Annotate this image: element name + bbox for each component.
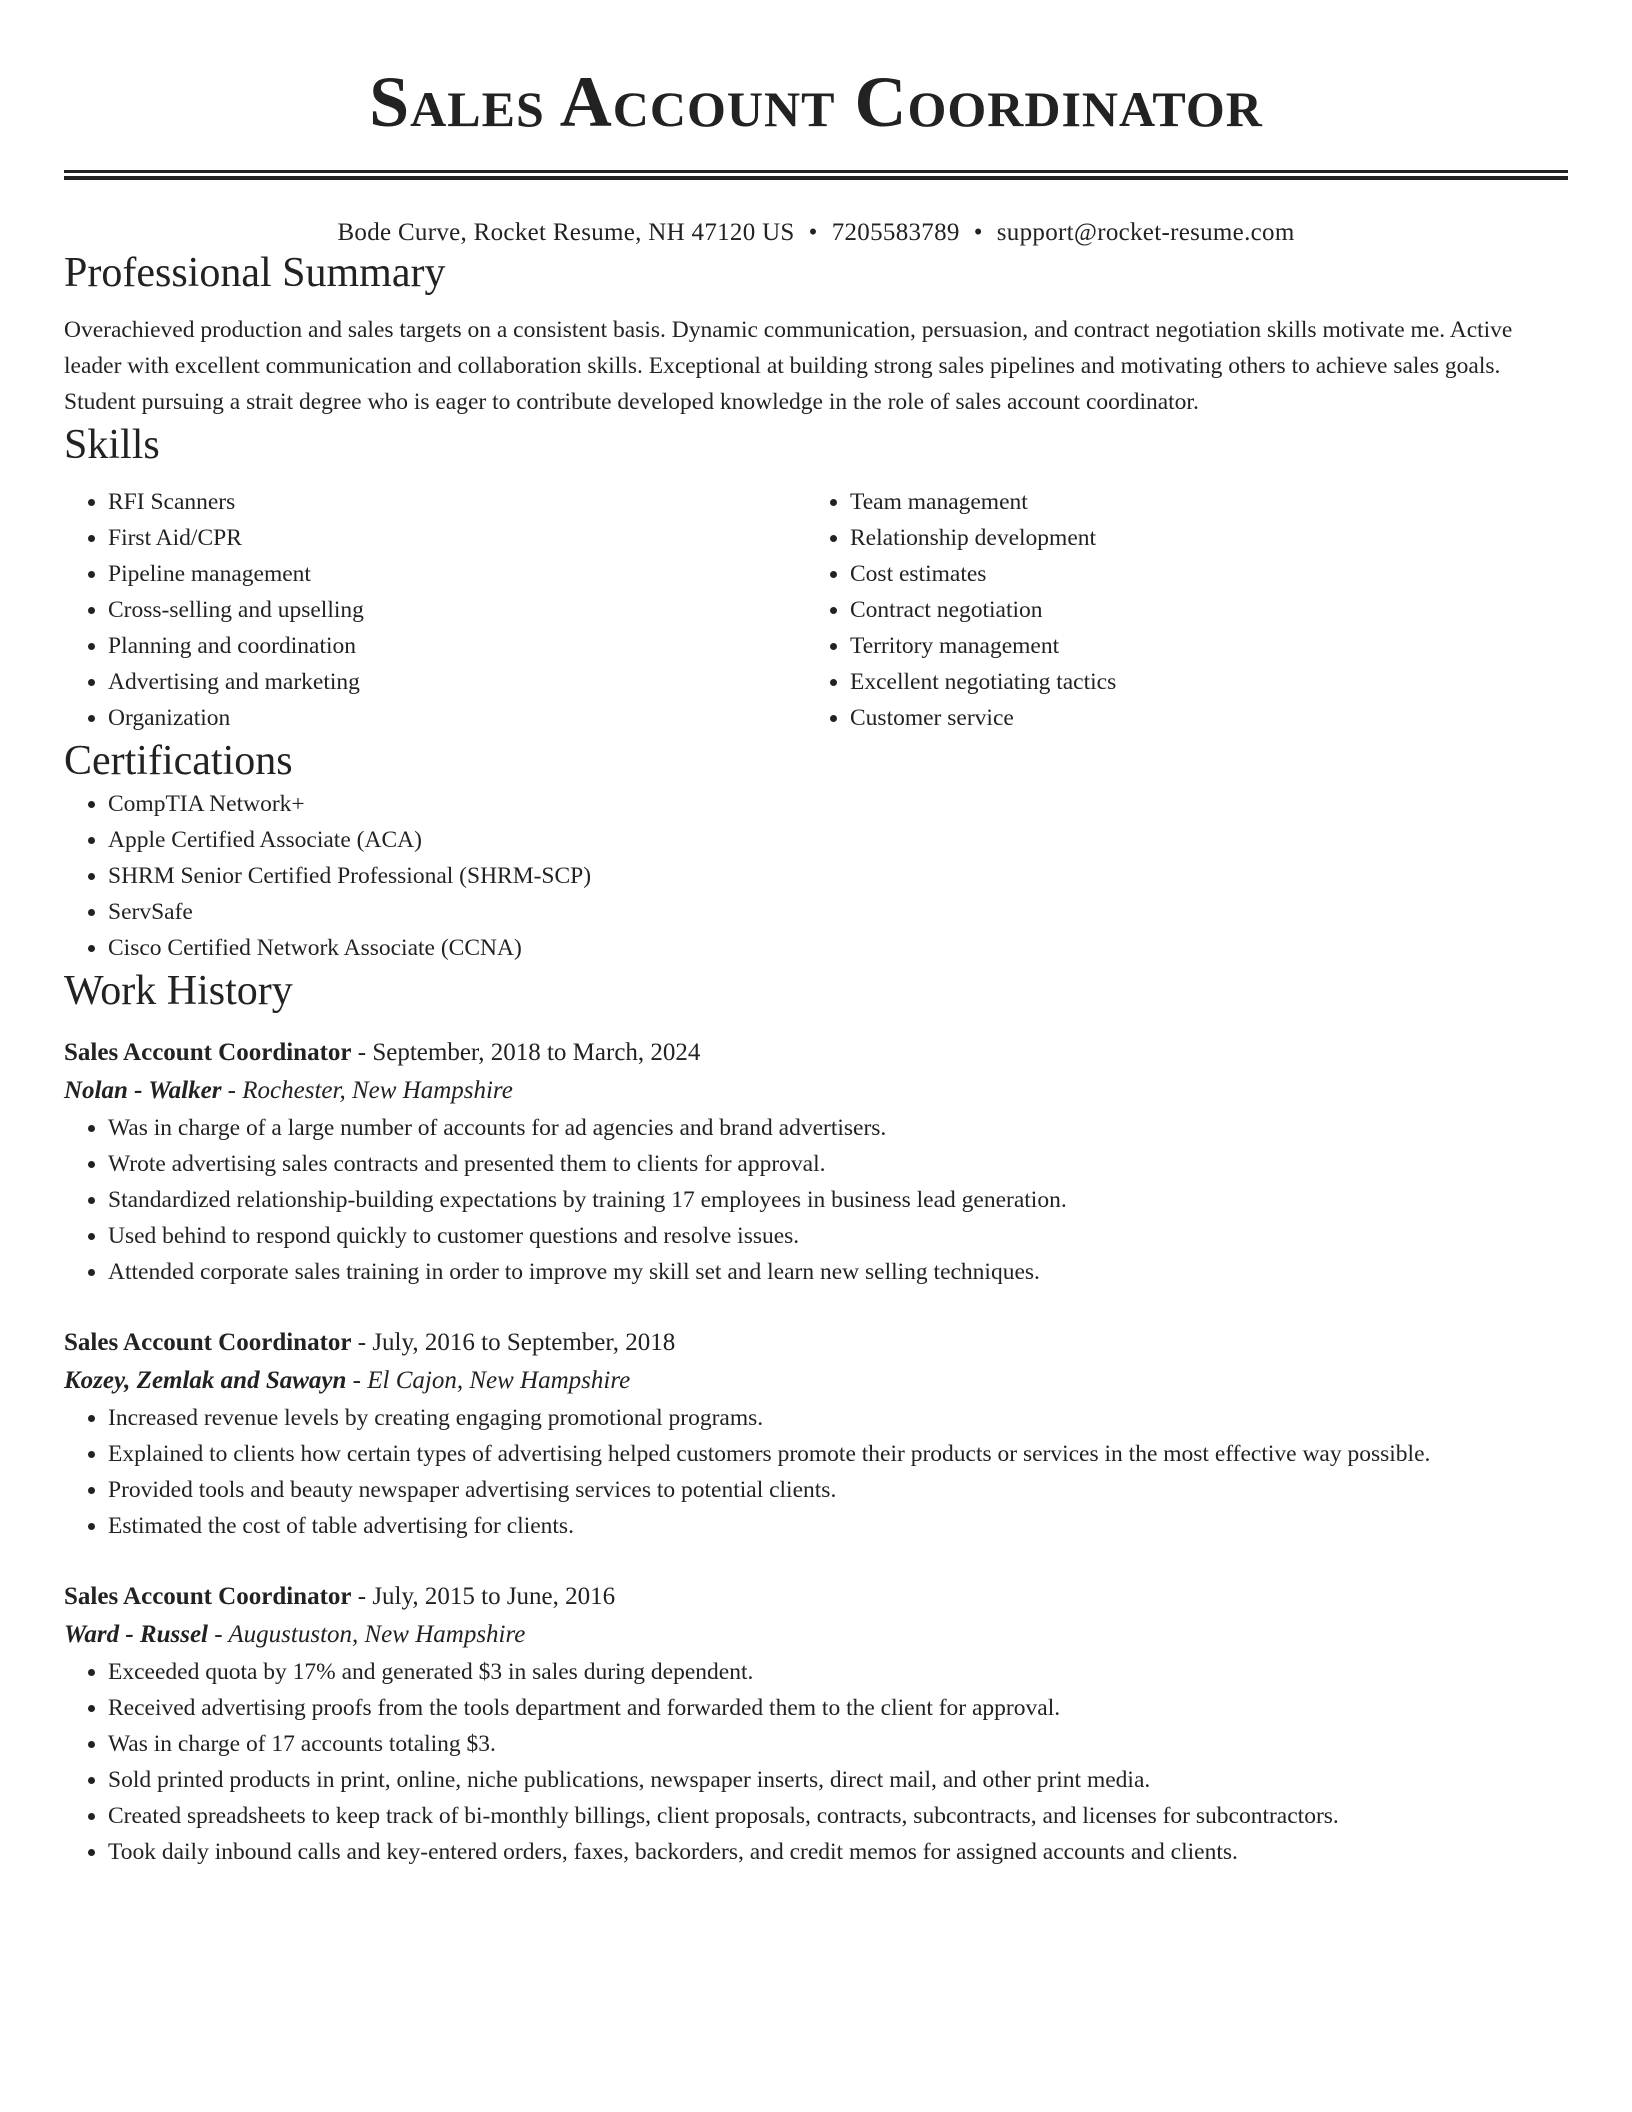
job-bullet: • Increased revenue levels by creating engaging promotional programs. (108, 1400, 1568, 1436)
job-location: - Augustuston, New Hampshire (208, 1621, 526, 1648)
job-company: Ward - Russel (64, 1621, 209, 1648)
title-divider (64, 170, 1568, 180)
job-bullet: • Estimated the cost of table advertising for clients. (108, 1508, 1568, 1544)
job-bullet: • Created spreadsheets to keep track of bi-monthly billings, client proposals, contracts, subcontracts, and licenses for subcontractors. (108, 1798, 1568, 1834)
skill-item: • Cross-selling and upselling (108, 592, 806, 628)
job-bullet-list (64, 1400, 1568, 1544)
job-title-line (64, 1034, 1568, 1072)
job-title: Sales Account Coordinator (64, 1583, 352, 1610)
skill-item: • Organization (108, 700, 806, 736)
job-bullet: • Explained to clients how certain types of advertising helped customers promote their products or services in the most effective way possible. (108, 1436, 1568, 1472)
skill-item: • First Aid/CPR (108, 520, 806, 556)
job-bullet-list (64, 1654, 1568, 1870)
contact-phone: 7205583789 (831, 219, 960, 246)
job-title: Sales Account Coordinator (64, 1039, 352, 1066)
job-bullet: • Provided tools and beauty newspaper advertising services to potential clients. (108, 1472, 1568, 1508)
certifications-list (64, 786, 1568, 966)
resume-title: Sales Account Coordinator (369, 62, 1263, 142)
job-bullet: • Wrote advertising sales contracts and presented them to clients for approval. (108, 1146, 1568, 1182)
job-dates: - September, 2018 to March, 2024 (351, 1039, 701, 1066)
job-entry (64, 1034, 1568, 1290)
job-company: Nolan - Walker (64, 1077, 222, 1104)
contact-separator: • (808, 219, 818, 246)
certification-item: • Cisco Certified Network Associate (CCNA) (108, 930, 1568, 966)
job-dates: - July, 2016 to September, 2018 (351, 1329, 676, 1356)
job-title-line (64, 1578, 1568, 1616)
certification-item: • SHRM Senior Certified Professional (SHRM-SCP) (108, 858, 1568, 894)
section-heading-summary: Professional Summary (64, 250, 446, 296)
section-heading-skills: Skills (64, 422, 160, 468)
job-bullet: • Was in charge of a large number of accounts for ad agencies and brand advertisers. (108, 1110, 1568, 1146)
job-title-line (64, 1324, 1568, 1362)
skill-item: • Advertising and marketing (108, 664, 806, 700)
summary-paragraph: Overachieved production and sales targets on a consistent basis. Dynamic communication, persuasion, and contract negotiation skills motivate me. Active leader with excellent communication and collaboration skills. Exceptional at building strong sales pipelines and motivating others to achieve sales goals. Student pursuing a strait degree who is eager to contribute developed knowledge in the role of sales account coordinator. (64, 317, 1513, 415)
job-bullet: • Received advertising proofs from the tools department and forwarded them to the client for approval. (108, 1690, 1568, 1726)
job-company-line (64, 1072, 1568, 1110)
certification-item: • ServSafe (108, 894, 1568, 930)
job-entry (64, 1324, 1568, 1544)
job-bullet: • Standardized relationship-building expectations by training 17 employees in business lead generation. (108, 1182, 1568, 1218)
skill-item: • Contract negotiation (850, 592, 1548, 628)
skill-item: • Territory management (850, 628, 1548, 664)
job-bullet: • Attended corporate sales training in order to improve my skill set and learn new selling techniques. (108, 1254, 1568, 1290)
skills-column-right (806, 484, 1548, 736)
skills-grid (64, 484, 1568, 736)
job-company: Kozey, Zemlak and Sawayn (64, 1367, 347, 1394)
skill-item: • Cost estimates (850, 556, 1548, 592)
job-location: - El Cajon, New Hampshire (346, 1367, 631, 1394)
job-bullet: • Exceeded quota by 17% and generated $3 in sales during dependent. (108, 1654, 1568, 1690)
job-title: Sales Account Coordinator (64, 1329, 352, 1356)
certification-item: • CompTIA Network+ (108, 786, 1568, 822)
contact-separator: • (973, 219, 983, 246)
job-location: - Rochester, New Hampshire (221, 1077, 513, 1104)
contact-email: support@rocket-resume.com (996, 219, 1295, 246)
skill-item: • Pipeline management (108, 556, 806, 592)
job-entry (64, 1578, 1568, 1870)
job-bullet: • Sold printed products in print, online, niche publications, newspaper inserts, direct mail, and other print media. (108, 1762, 1568, 1798)
job-bullet-list (64, 1110, 1568, 1290)
certification-item: • Apple Certified Associate (ACA) (108, 822, 1568, 858)
skill-item: • Customer service (850, 700, 1548, 736)
skill-item: • Excellent negotiating tactics (850, 664, 1548, 700)
job-bullet: • Was in charge of 17 accounts totaling $3. (108, 1726, 1568, 1762)
skill-item: • RFI Scanners (108, 484, 806, 520)
section-heading-work-history: Work History (64, 968, 293, 1014)
skill-item: • Team management (850, 484, 1548, 520)
job-bullet: • Took daily inbound calls and key-entered orders, faxes, backorders, and credit memos for assigned accounts and clients. (108, 1834, 1568, 1870)
skill-item: • Relationship development (850, 520, 1548, 556)
contact-line (64, 218, 1568, 248)
job-dates: - July, 2015 to June, 2016 (351, 1583, 616, 1610)
job-bullet: • Used behind to respond quickly to customer questions and resolve issues. (108, 1218, 1568, 1254)
job-company-line (64, 1362, 1568, 1400)
skills-list-right (806, 484, 1548, 736)
skill-item: • Planning and coordination (108, 628, 806, 664)
skills-list-left (64, 484, 806, 736)
job-company-line (64, 1616, 1568, 1654)
contact-address: Bode Curve, Rocket Resume, NH 47120 US (337, 219, 795, 246)
skills-column-left (64, 484, 806, 736)
section-heading-certifications: Certifications (64, 738, 293, 784)
